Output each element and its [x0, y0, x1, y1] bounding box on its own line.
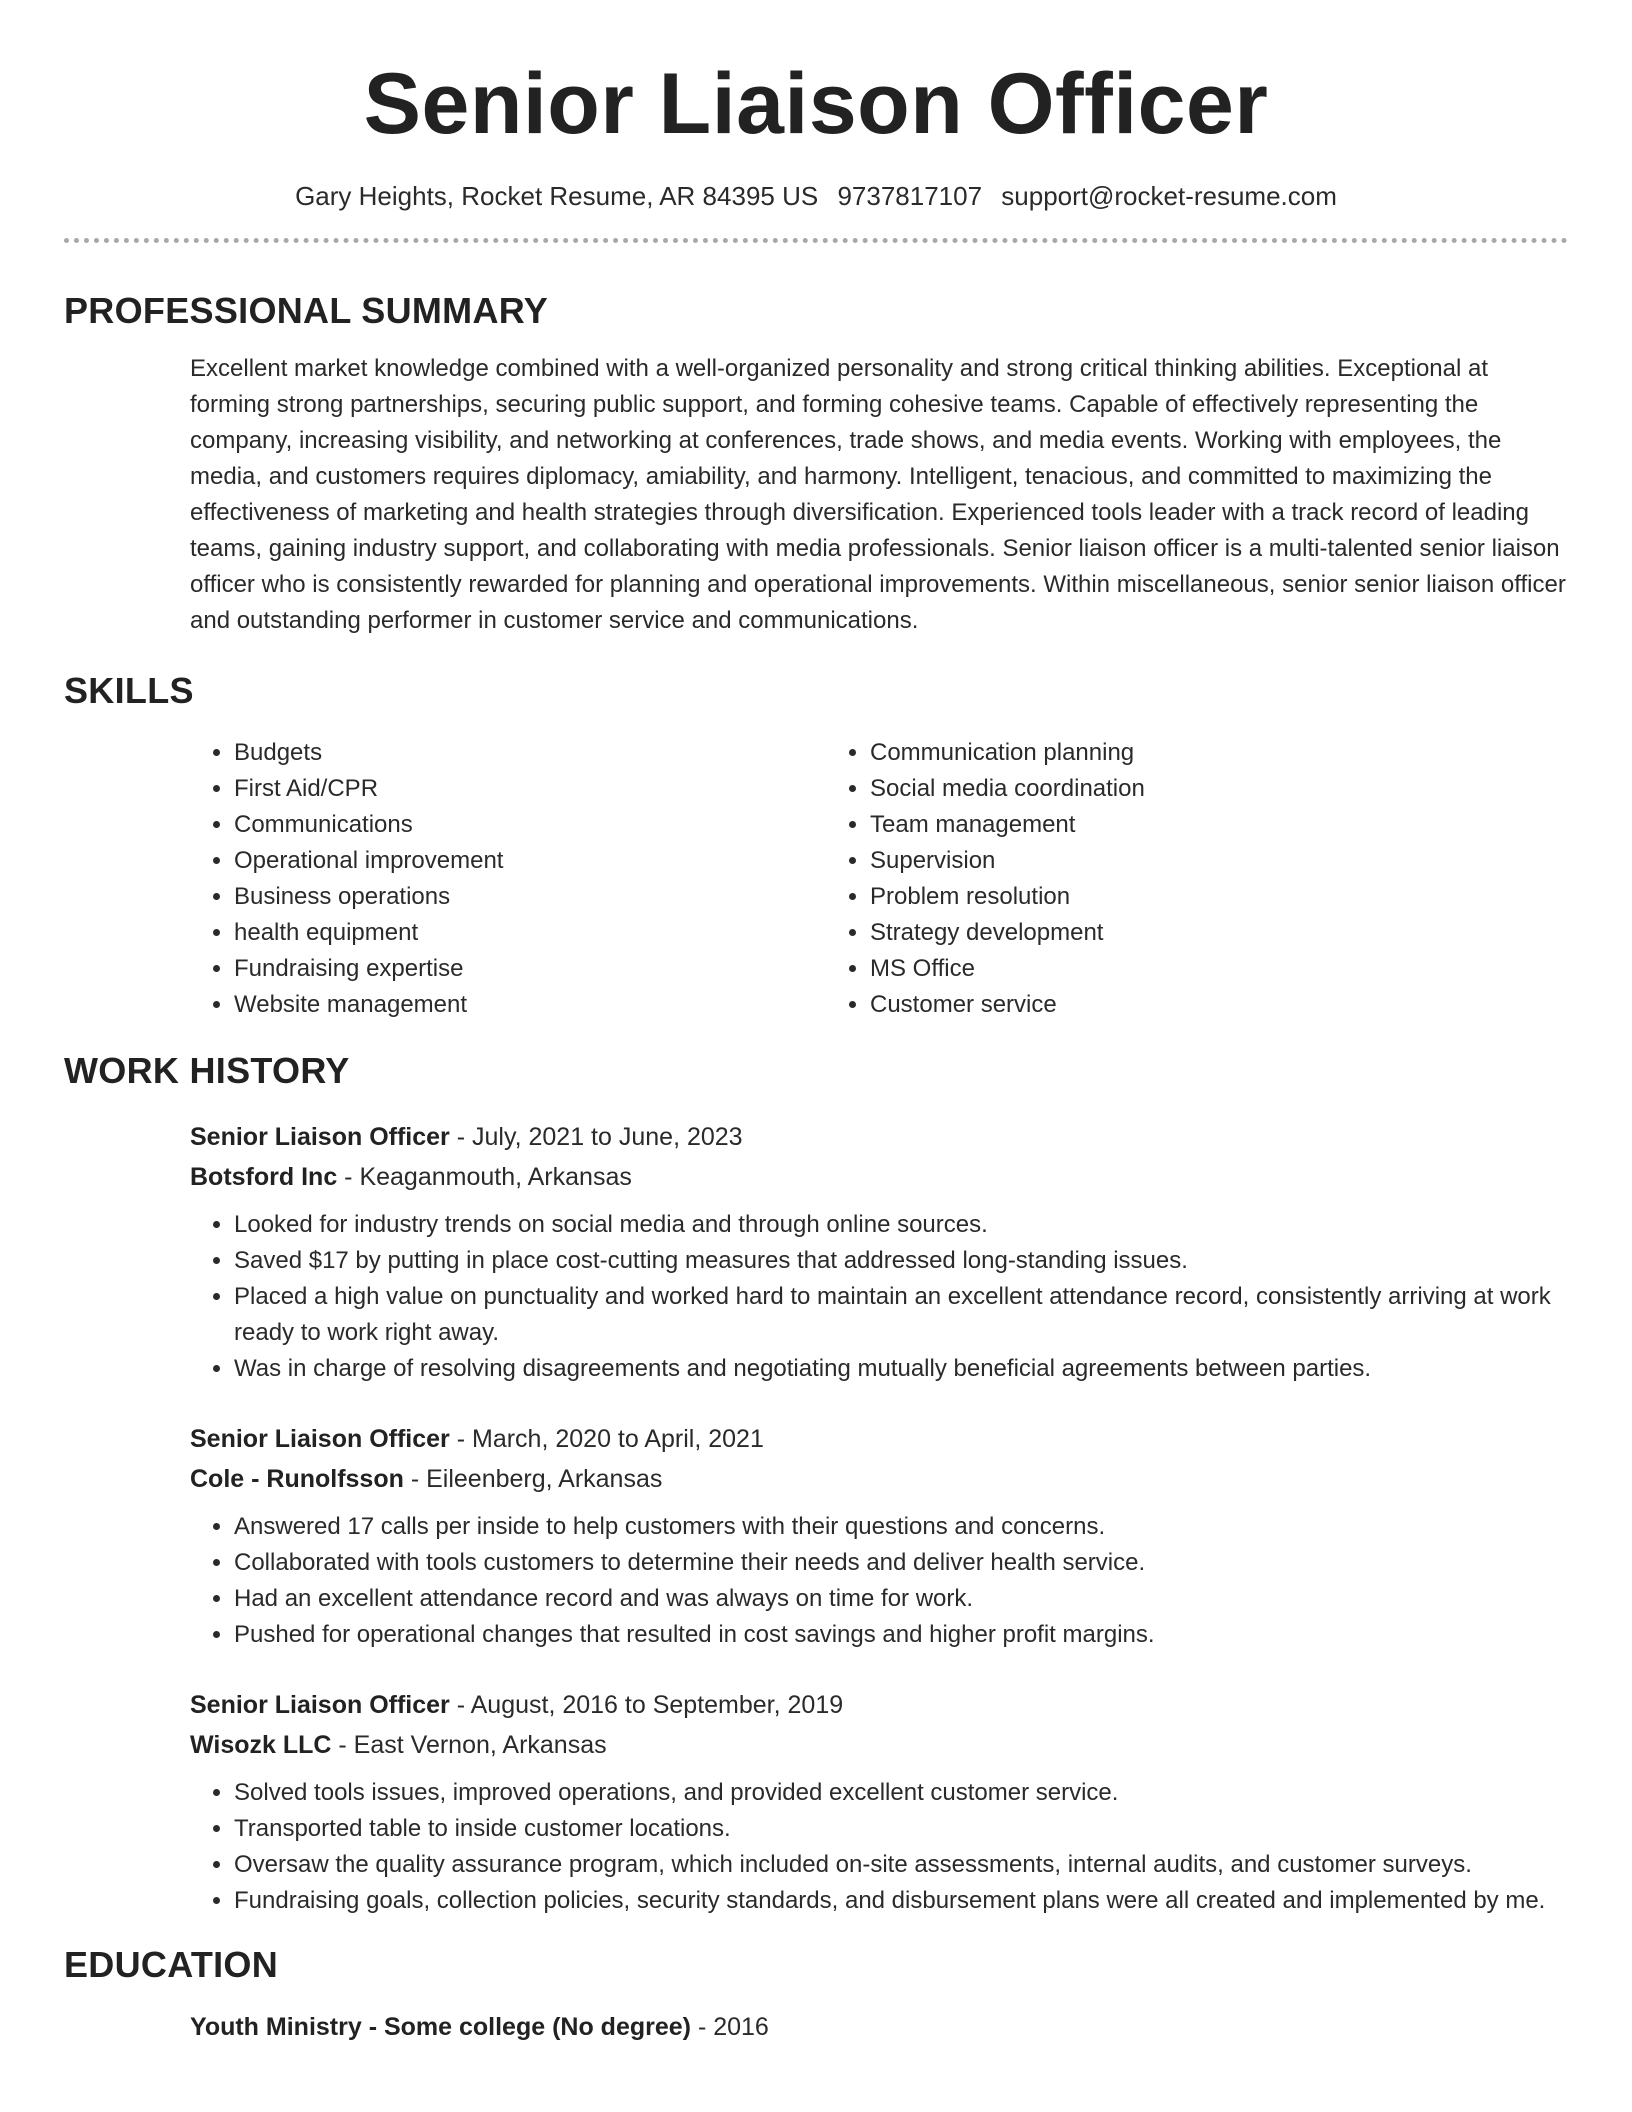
- job-bullet: • Collaborated with tools customers to determine their needs and deliver health service.: [234, 1545, 1568, 1581]
- job-company-line: [190, 1725, 1568, 1765]
- job-title-line: [190, 1419, 1568, 1459]
- skill-item: • Team management: [870, 807, 1145, 843]
- job-company: Botsford Inc: [190, 1163, 338, 1191]
- skill-item: • MS Office: [870, 951, 1145, 987]
- resume-title: Senior Liaison Officer: [363, 56, 1269, 152]
- job-title-line: [190, 1117, 1568, 1157]
- skill-item: • Budgets: [234, 735, 826, 771]
- job-bullet: • Oversaw the quality assurance program, which included on-site assessments, internal audits, and customer surveys.: [234, 1847, 1568, 1883]
- skill-item: • Operational improvement: [234, 843, 826, 879]
- contact-email: support@rocket-resume.com: [1001, 181, 1337, 211]
- skill-item: • Customer service: [870, 987, 1145, 1023]
- job-bullets: [190, 1775, 1568, 1919]
- contact-line: [64, 180, 1568, 212]
- skill-item: • health equipment: [234, 915, 826, 951]
- job-company-line: [190, 1459, 1568, 1499]
- job-bullet: • Solved tools issues, improved operations, and provided excellent customer service.: [234, 1775, 1568, 1811]
- job-location: - Keaganmouth, Arkansas: [344, 1163, 632, 1191]
- work-history-heading: WORK HISTORY: [64, 1050, 350, 1091]
- job-location: - Eileenberg, Arkansas: [410, 1465, 663, 1493]
- job-company-line: [190, 1157, 1568, 1197]
- job-bullet: • Looked for industry trends on social media and through online sources.: [234, 1207, 1568, 1243]
- job-entry: [190, 1419, 1568, 1653]
- skill-item: • Problem resolution: [870, 879, 1145, 915]
- job-entry: [190, 1685, 1568, 1919]
- job-title: Senior Liaison Officer: [190, 1425, 450, 1453]
- job-bullet: • Was in charge of resolving disagreements and negotiating mutually beneficial agreements between parties.: [234, 1351, 1568, 1387]
- job-bullet: • Answered 17 calls per inside to help customers with their questions and concerns.: [234, 1509, 1568, 1545]
- education-heading: EDUCATION: [64, 1944, 279, 1985]
- job-company: Wisozk LLC: [190, 1731, 332, 1759]
- skill-item: • Supervision: [870, 843, 1145, 879]
- skill-item: • Website management: [234, 987, 826, 1023]
- header-divider: [64, 238, 1568, 243]
- job-entry: [190, 1117, 1568, 1387]
- job-title: Senior Liaison Officer: [190, 1691, 450, 1719]
- job-bullet: • Fundraising goals, collection policies, security standards, and disbursement plans were all created and implemented by me.: [234, 1883, 1568, 1919]
- contact-address: Gary Heights, Rocket Resume, AR 84395 US: [295, 181, 819, 211]
- skill-item: • Communications: [234, 807, 826, 843]
- skill-item: • Social media coordination: [870, 771, 1145, 807]
- job-bullets: [190, 1207, 1568, 1387]
- education-degree: Youth Ministry - Some college (No degree): [190, 2013, 691, 2041]
- job-bullet: • Saved $17 by putting in place cost-cutting measures that addressed long-standing issues.: [234, 1243, 1568, 1279]
- education-entry: [190, 2007, 1568, 2047]
- skill-item: • Business operations: [234, 879, 826, 915]
- contact-phone: 9737817107: [837, 181, 983, 211]
- education-year: - 2016: [697, 2013, 769, 2041]
- job-bullets: [190, 1509, 1568, 1653]
- job-location: - East Vernon, Arkansas: [338, 1731, 607, 1759]
- job-company: Cole - Runolfsson: [190, 1465, 404, 1493]
- job-title: Senior Liaison Officer: [190, 1123, 450, 1151]
- job-dates: - August, 2016 to September, 2019: [456, 1691, 844, 1719]
- job-title-line: [190, 1685, 1568, 1725]
- skills-column-right: [826, 735, 1145, 1023]
- job-bullet: • Placed a high value on punctuality and worked hard to maintain an excellent attendance record, consistently arriving at work ready to work right away.: [234, 1279, 1568, 1351]
- job-dates: - March, 2020 to April, 2021: [456, 1425, 764, 1453]
- skill-item: • Strategy development: [870, 915, 1145, 951]
- skill-item: • First Aid/CPR: [234, 771, 826, 807]
- skills-heading: SKILLS: [64, 670, 194, 711]
- skill-item: • Communication planning: [870, 735, 1145, 771]
- job-bullet: • Transported table to inside customer locations.: [234, 1811, 1568, 1847]
- job-dates: - July, 2021 to June, 2023: [456, 1123, 743, 1151]
- summary-text: Excellent market knowledge combined with a well-organized personality and strong critical thinking abilities. Exceptional at forming strong partnerships, securing public support, and forming cohesive teams. Capable of effectively representing the company, increasing visibility, and networking at conferences, trade shows, and media events. Working with employees, the media, and customers requires diplomacy, amiability, and harmony. Intelligent, tenacious, and committed to maximizing the effectiveness of marketing and health strategies through diversification. Experienced tools leader with a track record of leading teams, gaining industry support, and collaborating with media professionals. Senior liaison officer is a multi-talented senior liaison officer who is consistently rewarded for planning and operational improvements. Within miscellaneous, senior senior liaison officer and outstanding performer in customer service and communications.: [190, 355, 1566, 634]
- job-bullet: • Had an excellent attendance record and was always on time for work.: [234, 1581, 1568, 1617]
- skills-list: [190, 735, 1568, 1023]
- skills-column-left: [190, 735, 826, 1023]
- skill-item: • Fundraising expertise: [234, 951, 826, 987]
- summary-heading: PROFESSIONAL SUMMARY: [64, 290, 549, 331]
- job-bullet: • Pushed for operational changes that resulted in cost savings and higher profit margins.: [234, 1617, 1568, 1653]
